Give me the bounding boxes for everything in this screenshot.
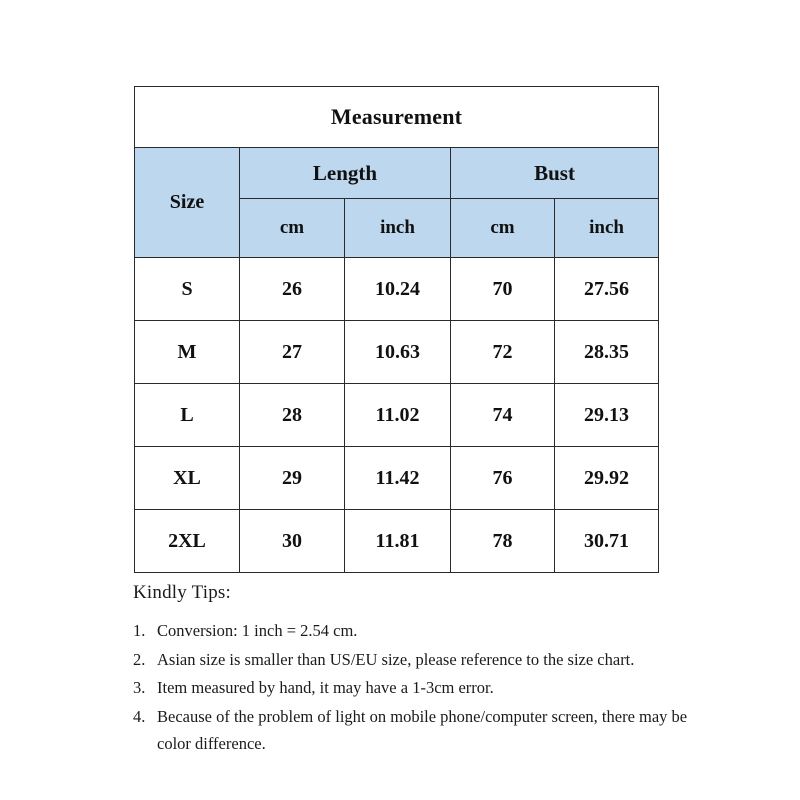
column-header-size: Size: [135, 148, 240, 258]
cell-length-cm: 28: [240, 384, 345, 447]
column-header-length: Length: [240, 148, 451, 199]
list-item: [133, 647, 713, 674]
cell-size: M: [135, 321, 240, 384]
table-row: [135, 384, 659, 447]
tips-item-text: Item measured by hand, it may have a 1-3cm error.: [157, 678, 494, 698]
cell-size: 2XL: [135, 510, 240, 573]
table-row: [135, 510, 659, 573]
size-chart-container: [134, 86, 658, 573]
tips-item-number: 2.: [133, 649, 146, 669]
cell-length-cm: 30: [240, 510, 345, 573]
cell-bust-cm: 76: [451, 447, 555, 510]
cell-bust-inch: 27.56: [555, 258, 659, 321]
column-header-length-inch: inch: [345, 199, 451, 258]
column-header-bust-cm: cm: [451, 199, 555, 258]
column-header-bust-inch: inch: [555, 199, 659, 258]
list-item: [133, 618, 713, 645]
cell-bust-inch: 30.71: [555, 510, 659, 573]
tips-item-number: 1.: [133, 621, 146, 640]
tips-list: [133, 618, 713, 758]
cell-bust-inch: 29.13: [555, 384, 659, 447]
column-header-bust: Bust: [451, 148, 659, 199]
tips-item-text: Asian size is smaller than US/EU size, please reference to the size chart.: [157, 649, 635, 669]
tips-heading: Kindly Tips:: [133, 582, 231, 603]
cell-bust-inch: 28.35: [555, 321, 659, 384]
table-row: [135, 447, 659, 510]
tips-item-text: Conversion: 1 inch = 2.54 cm.: [157, 621, 358, 640]
cell-bust-inch: 29.92: [555, 447, 659, 510]
table-row: [135, 321, 659, 384]
cell-length-inch: 11.02: [345, 384, 451, 447]
column-header-length-cm: cm: [240, 199, 345, 258]
table-header-row-groups: [135, 148, 659, 199]
cell-bust-cm: 72: [451, 321, 555, 384]
list-item: [133, 704, 713, 757]
cell-bust-cm: 78: [451, 510, 555, 573]
cell-length-inch: 11.42: [345, 447, 451, 510]
kindly-tips-section: [133, 582, 713, 760]
size-chart-table: [134, 86, 659, 573]
cell-size: S: [135, 258, 240, 321]
tips-item-number: 3.: [133, 678, 146, 698]
cell-length-cm: 27: [240, 321, 345, 384]
cell-size: XL: [135, 447, 240, 510]
cell-length-inch: 11.81: [345, 510, 451, 573]
list-item: [133, 675, 713, 702]
table-row: [135, 258, 659, 321]
tips-item-number: 4.: [133, 707, 146, 727]
table-title-row: [135, 87, 659, 148]
cell-length-inch: 10.24: [345, 258, 451, 321]
tips-item-text: Because of the problem of light on mobile phone/computer screen, there may be color difference.: [157, 707, 688, 753]
cell-length-inch: 10.63: [345, 321, 451, 384]
cell-bust-cm: 70: [451, 258, 555, 321]
cell-bust-cm: 74: [451, 384, 555, 447]
chart-title: Measurement: [135, 87, 659, 148]
cell-length-cm: 29: [240, 447, 345, 510]
cell-size: L: [135, 384, 240, 447]
cell-length-cm: 26: [240, 258, 345, 321]
